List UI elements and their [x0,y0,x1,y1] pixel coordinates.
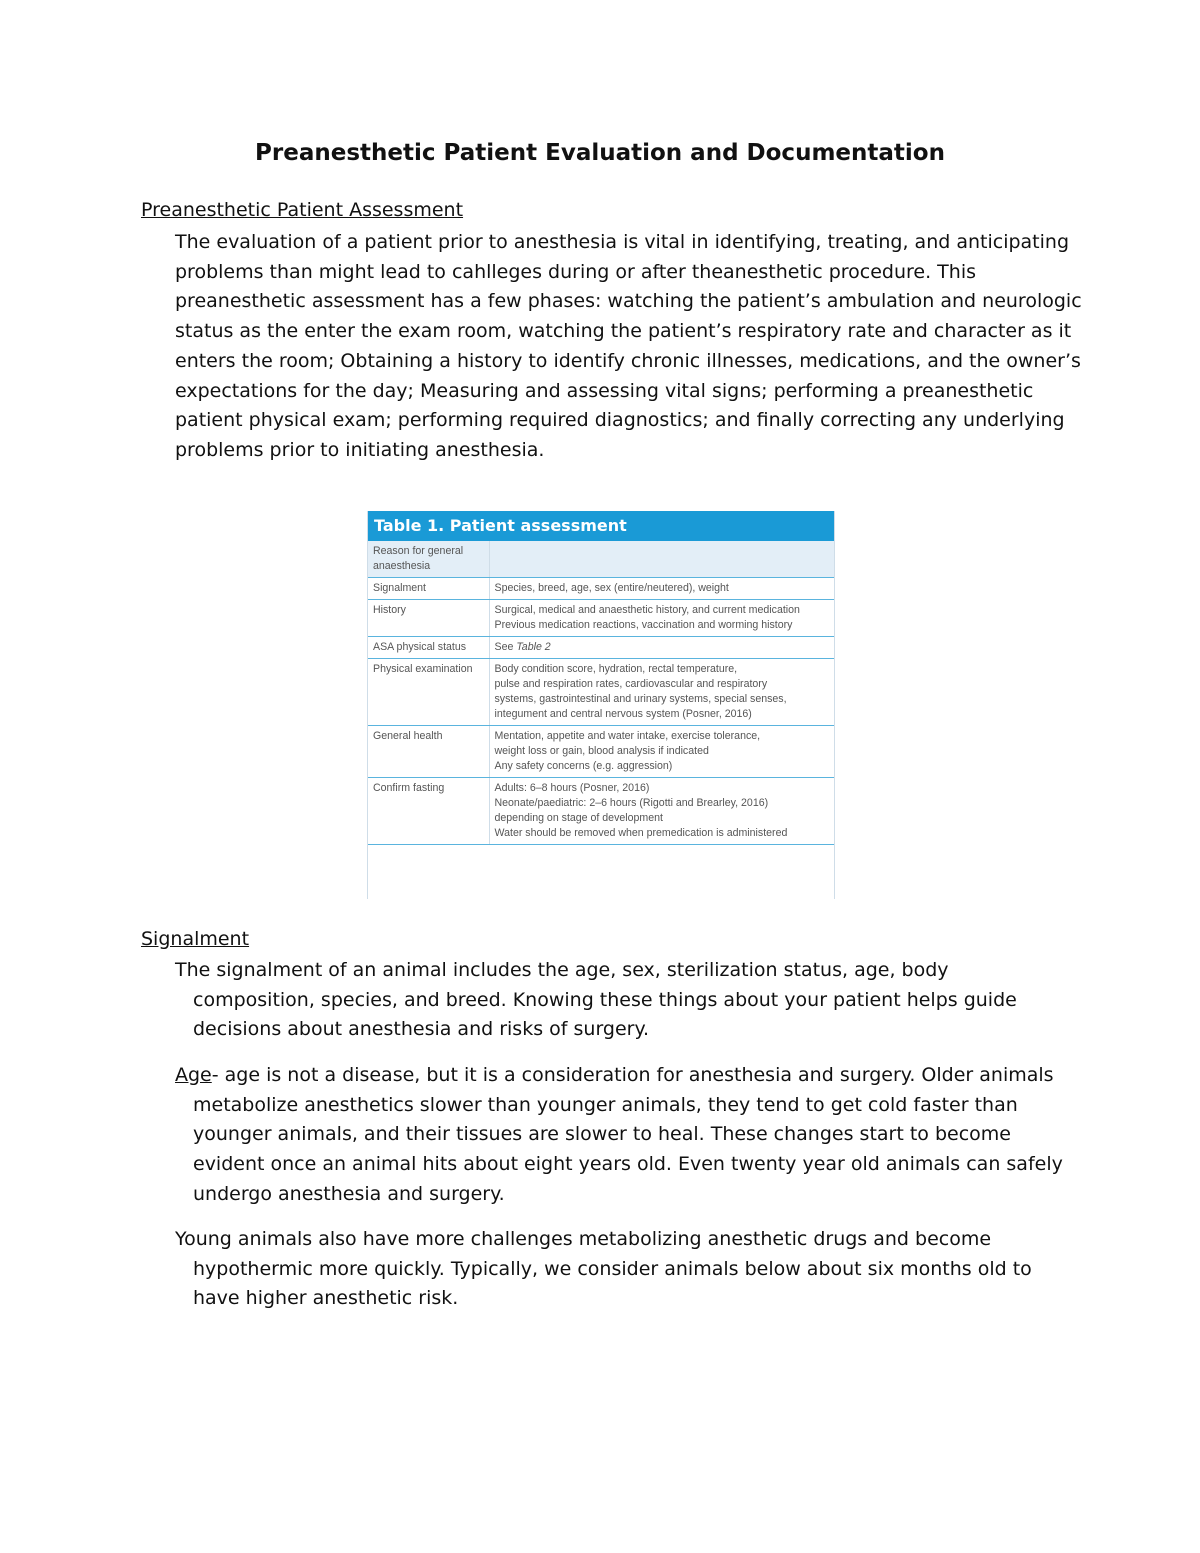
signalment-paragraph: The signalment of an animal includes the age, sex, sterilization status, age, body composition, species, and breed. Knowing these things about your patient helps guide decisions about anesthesia and risks of surgery. [175,959,1017,1041]
table-caption: Table 1. Patient assessment [368,511,834,541]
age-text: - age is not a disease, but it is a consideration for anesthesia and surgery. Older animals metabolize anesthetics slower than younger animals, they tend to get cold faster than younger animals, and their tissues are slower to heal. These changes start to become evident once an animal hits about eight years old. Even twenty year old animals can safely undergo anesthesia and surgery. [193,1064,1063,1205]
row-value-line: Water should be removed when premedication is administered [494,827,788,839]
see-text: See [494,641,514,653]
row-value-line: Previous medication reactions, vaccination and worming history [494,619,793,631]
row-value-line: Surgical, medical and anaesthetic history, and current medication [494,604,800,616]
section-heading-signalment: Signalment [141,928,250,950]
table-row [368,541,834,578]
table-row [368,659,834,726]
row-label: Reason for general anaesthesia [368,541,489,578]
patient-assessment-table [367,511,835,899]
row-label: General health [368,726,489,778]
row-value [489,637,834,659]
table-reference: Table 2 [516,641,551,653]
table-row [368,778,834,845]
table-body [368,541,834,845]
row-value-line: Any safety concerns (e.g. aggression) [494,760,673,772]
assessment-paragraph: The evaluation of a patient prior to anesthesia is vital in identifying, treating, and anticipating problems than might lead to cahlleges during or after theanesthetic procedure. This preanesthetic assessment has a few phases: watching the patient’s ambulation and neurologic status as the enter the exam room, watching the patient’s respiratory rate and character as it enters the room; Obtaining a history to identify chronic illnesses, medications, and the owner’s expectations for the day; Measuring and assessing vital signs; performing a preanesthetic patient physical exam; performing required diagnostics; and finally correcting any underlying problems prior to initiating anesthesia. [175,231,1082,461]
age-paragraph [175,1061,1073,1210]
row-value-line: Mentation, appetite and water intake, exercise tolerance, [494,730,761,742]
age-label: Age [175,1064,212,1086]
row-value [489,600,834,637]
table-row [368,600,834,637]
row-value-line: weight loss or gain, blood analysis if indicated [494,745,709,757]
row-value-line: systems, gastrointestinal and urinary systems, special senses, [494,693,787,705]
row-value-line: Neonate/paediatric: 2–6 hours (Rigotti and Brearley, 2016) [494,797,769,809]
table-row [368,637,834,659]
row-value [489,578,834,600]
row-label: ASA physical status [368,637,489,659]
row-label: Confirm fasting [368,778,489,845]
row-value-line: pulse and respiration rates, cardiovascular and respiratory [494,678,768,690]
row-label: Physical examination [368,659,489,726]
row-value-line: Body condition score, hydration, rectal temperature, [494,663,738,675]
row-value-line: depending on stage of development [494,812,663,824]
young-animals-paragraph: Young animals also have more challenges metabolizing anesthetic drugs and become hypothermic more quickly. Typically, we consider animals below about six months old to have higher anesthetic risk. [175,1228,1032,1310]
row-value-line: Species, breed, age, sex (entire/neutered), weight [494,582,729,594]
row-value-line: integument and central nervous system (Posner, 2016) [494,708,752,720]
table-row [368,578,834,600]
row-value-line [495,640,830,655]
section-heading-assessment: Preanesthetic Patient Assessment [141,199,464,221]
row-value-line: Adults: 6–8 hours (Posner, 2016) [494,782,650,794]
table-row [368,726,834,778]
row-value [489,659,834,726]
row-value [489,778,834,845]
row-value [489,541,834,578]
row-value [489,726,834,778]
row-label: Signalment [368,578,489,600]
page-title: Preanesthetic Patient Evaluation and Documentation [255,140,945,166]
row-label: History [368,600,489,637]
